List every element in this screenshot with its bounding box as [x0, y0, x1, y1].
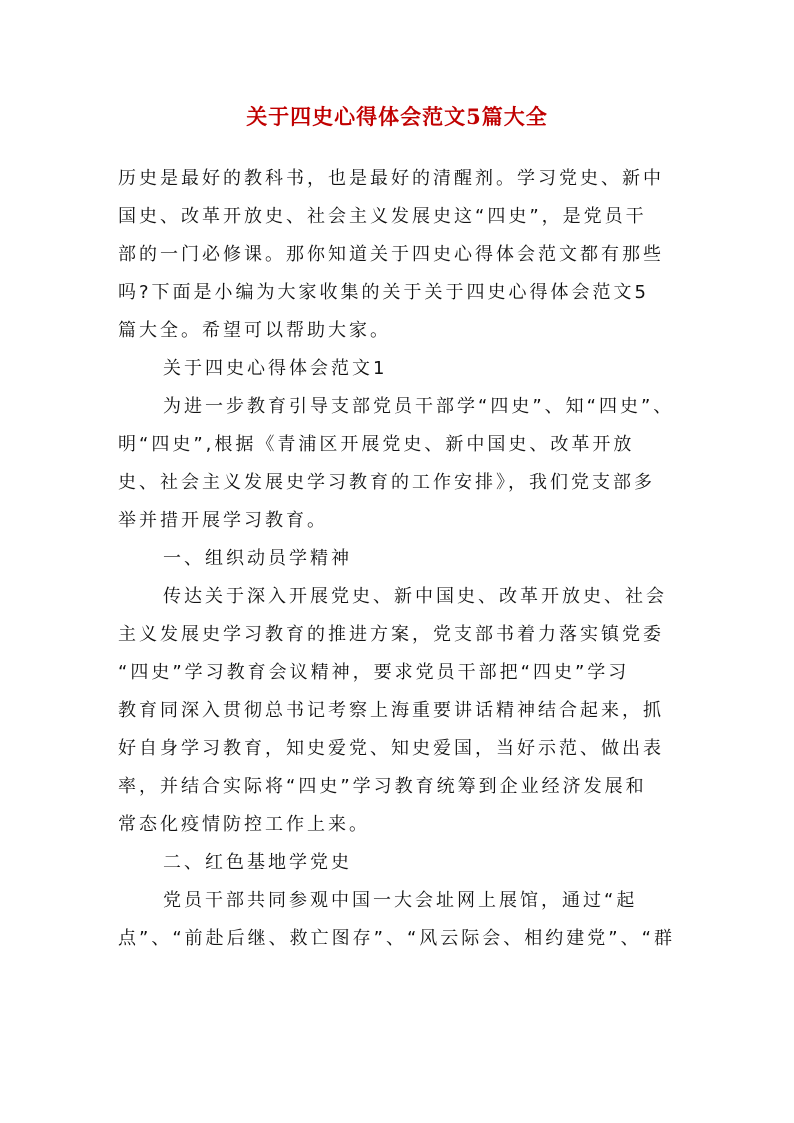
text-line: 教育同深入贯彻总书记考察上海重要讲话精神结合起来，抓 [118, 700, 664, 721]
text-line: 为进一步教育引导支部党员干部学“四史”、知“四史”、 [163, 396, 675, 417]
document-body [118, 160, 674, 958]
text-line: 史、社会主义发展史学习教育的工作安排》，我们党支部多 [118, 472, 655, 493]
text-line: 关于四史心得体会范文1 [163, 358, 388, 379]
text-line: 一、组织动员学精神 [163, 548, 352, 569]
text-line: 传达关于深入开展党史、新中国史、改革开放史、社会 [163, 586, 667, 607]
text-line: 好自身学习教育，知史爱党、知史爱国，当好示范、做出表 [118, 738, 664, 759]
text-line: 篇大全。希望可以帮助大家。 [118, 320, 391, 341]
text-line: 二、红色基地学党史 [163, 852, 352, 873]
text-line: 部的一门必修课。那你知道关于四史心得体会范文都有那些 [118, 244, 664, 265]
text-line: 主义发展史学习教育的推进方案，党支部书着力落实镇党委 [118, 624, 664, 645]
text-line: 党员干部共同参观中国一大会址网上展馆，通过“起 [163, 890, 638, 911]
text-line: 明“四史”,根据《青浦区开展党史、新中国史、改革开放 [118, 434, 635, 455]
text-line: 常态化疫情防控工作上来。 [118, 814, 370, 835]
text-line: 历史是最好的教科书，也是最好的清醒剂。学习党史、新中 [118, 168, 664, 189]
text-line: “四史”学习教育会议精神，要求党员干部把“四史”学习 [118, 662, 630, 683]
text-line: 率，并结合实际将“四史”学习教育统筹到企业经济发展和 [118, 776, 647, 797]
text-line: 举并措开展学习教育。 [118, 510, 328, 531]
document-title: 关于四史心得体会范文5篇大全 [246, 104, 548, 129]
text-line: 吗?下面是小编为大家收集的关于关于四史心得体会范文5 [118, 282, 650, 303]
text-line: 点”、“前赴后继、救亡图存”、“风云际会、相约建党”、“群 [118, 928, 675, 949]
text-line: 国史、改革开放史、社会主义发展史这“四史”，是党员干 [118, 206, 647, 227]
